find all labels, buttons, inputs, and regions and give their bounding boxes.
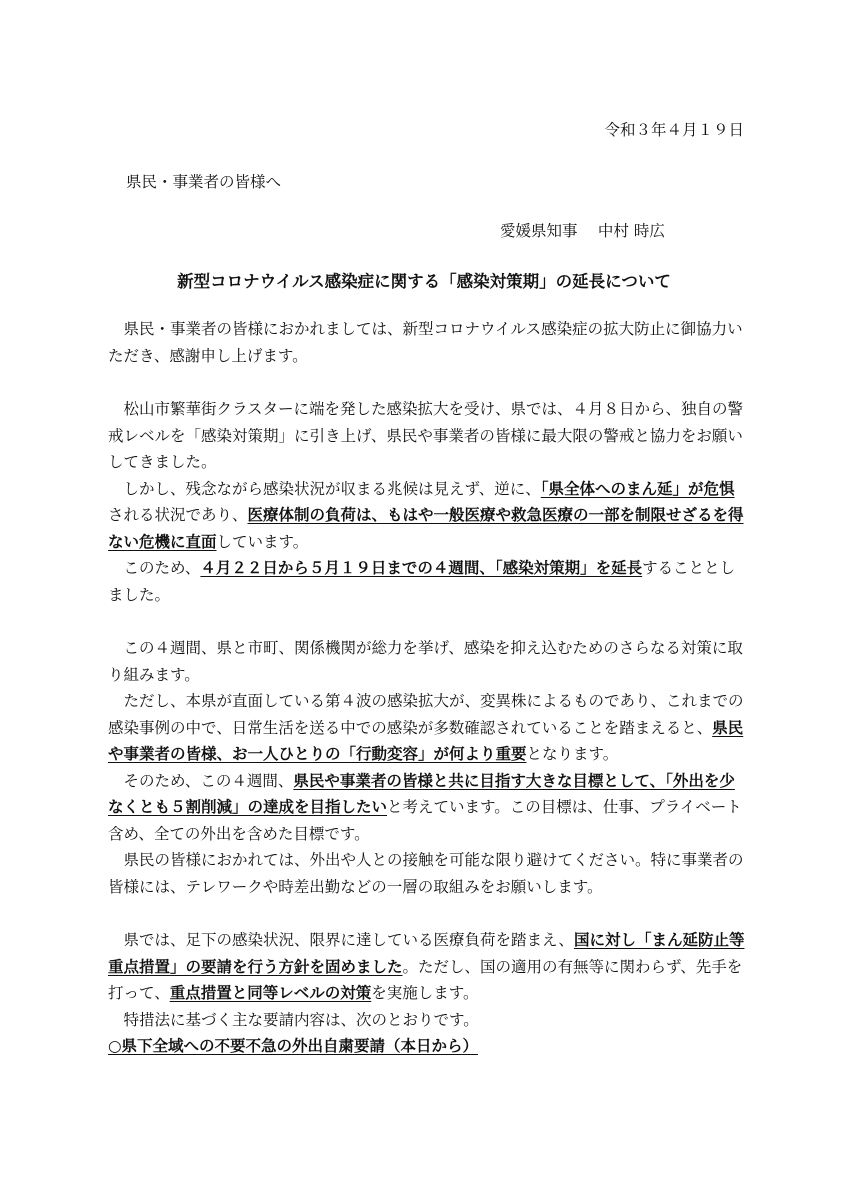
paragraph-behavior-change xyxy=(108,688,748,768)
paragraph-request xyxy=(108,847,748,900)
document-body xyxy=(108,316,748,1060)
text-segment: しています。 xyxy=(216,532,309,551)
paragraph-intro xyxy=(108,316,748,369)
emphasized-text: 「県全体へのまん延」が危惧 xyxy=(540,479,735,498)
text-segment: このため、 xyxy=(123,559,201,577)
emphasized-text: 国に対し「まん延防止等重点措置」の要請を行う方針を固めました xyxy=(108,931,745,976)
emphasized-text: ４月２２日から５月１９日までの４週間、「感染対策期」を延長 xyxy=(200,559,643,577)
text-segment: そのため、この４週間、 xyxy=(123,771,294,790)
text-segment: 特措法に基づく主な要請内容は、次のとおりです。 xyxy=(123,1010,479,1029)
paragraph-requests-intro xyxy=(108,1007,748,1034)
text-segment: 。ただし、国の適用の有無等に関わらず、先手を打って、 xyxy=(108,957,743,1002)
emphasized-text: ○県下全域への不要不急の外出自粛要請（本日から） xyxy=(108,1037,479,1055)
text-segment: となります。 xyxy=(526,745,619,763)
document-date: 令和３年４月１９日 xyxy=(604,121,744,139)
paragraph-goal xyxy=(108,768,748,848)
signer: 愛媛県知事 中村 時広 xyxy=(500,222,665,240)
text-segment: される状況であり、 xyxy=(108,506,248,524)
text-segment: と考えています。この目標は、仕事、プライベート含め、全ての外出を含めた目標です。 xyxy=(108,798,742,843)
text-segment: しかし、残念ながら感染状況が収まる兆候は見えず、逆に、 xyxy=(123,479,541,498)
text-segment: 県では、足下の感染状況、限界に達している医療負荷を踏まえ、 xyxy=(123,931,574,949)
text-segment: 松山市繁華街クラスターに端を発した感染拡大を受け、県では、４月８日から、独自の警戒レベルを「感染対策期」に引き上げ、県民や事業者の皆様に最大限の警戒と協力をお願いしてきました。 xyxy=(108,400,744,471)
paragraph-situation xyxy=(108,476,748,556)
emphasized-text: 県民や事業者の皆様、お一人ひとりの「行動変容」が何より重要 xyxy=(108,718,744,763)
text-segment: この４週間、県と市町、関係機関が総力を挙げ、感染を抑え込むためのさらなる対策に取り組みます。 xyxy=(108,639,743,684)
paragraph-request-item xyxy=(108,1033,748,1060)
document-title: 新型コロナウイルス感染症に関する「感染対策期」の延長について xyxy=(177,272,671,291)
emphasized-text: 県民や事業者の皆様と共に目指す大きな目標として、「外出を少なくとも５割削減」の達成を目指したい xyxy=(108,771,735,816)
addressee: 県民・事業者の皆様へ xyxy=(126,173,282,191)
paragraph-background xyxy=(108,396,748,476)
text-segment: 県民・事業者の皆様におかれましては、新型コロナウイルス感染症の拡大防止に御協力いただき、感謝申し上げます。 xyxy=(108,320,743,365)
paragraph-measures xyxy=(108,635,748,688)
text-segment: 県民の皆様におかれては、外出や人との接触を可能な限り避けてください。特に事業者の皆様には、テレワークや時差出勤などの一層の取組みをお願いします。 xyxy=(108,851,744,896)
paragraph-extension xyxy=(108,555,748,608)
text-segment: することとしました。 xyxy=(108,559,736,604)
emphasized-text: 医療体制の負荷は、もはや一般医療や救急医療の一部を制限せざるを得ない危機に直面 xyxy=(108,506,744,551)
text-segment: ただし、本県が直面している第４波の感染拡大が、変異株によるものであり、これまでの感染事例の中で、日常生活を送る中での感染が多数確認されていることを踏まえると、 xyxy=(108,692,744,737)
text-segment: を実施します。 xyxy=(371,984,479,1002)
emphasized-text: 重点措置と同等レベルの対策 xyxy=(169,984,372,1002)
paragraph-priority-measures xyxy=(108,927,748,1007)
